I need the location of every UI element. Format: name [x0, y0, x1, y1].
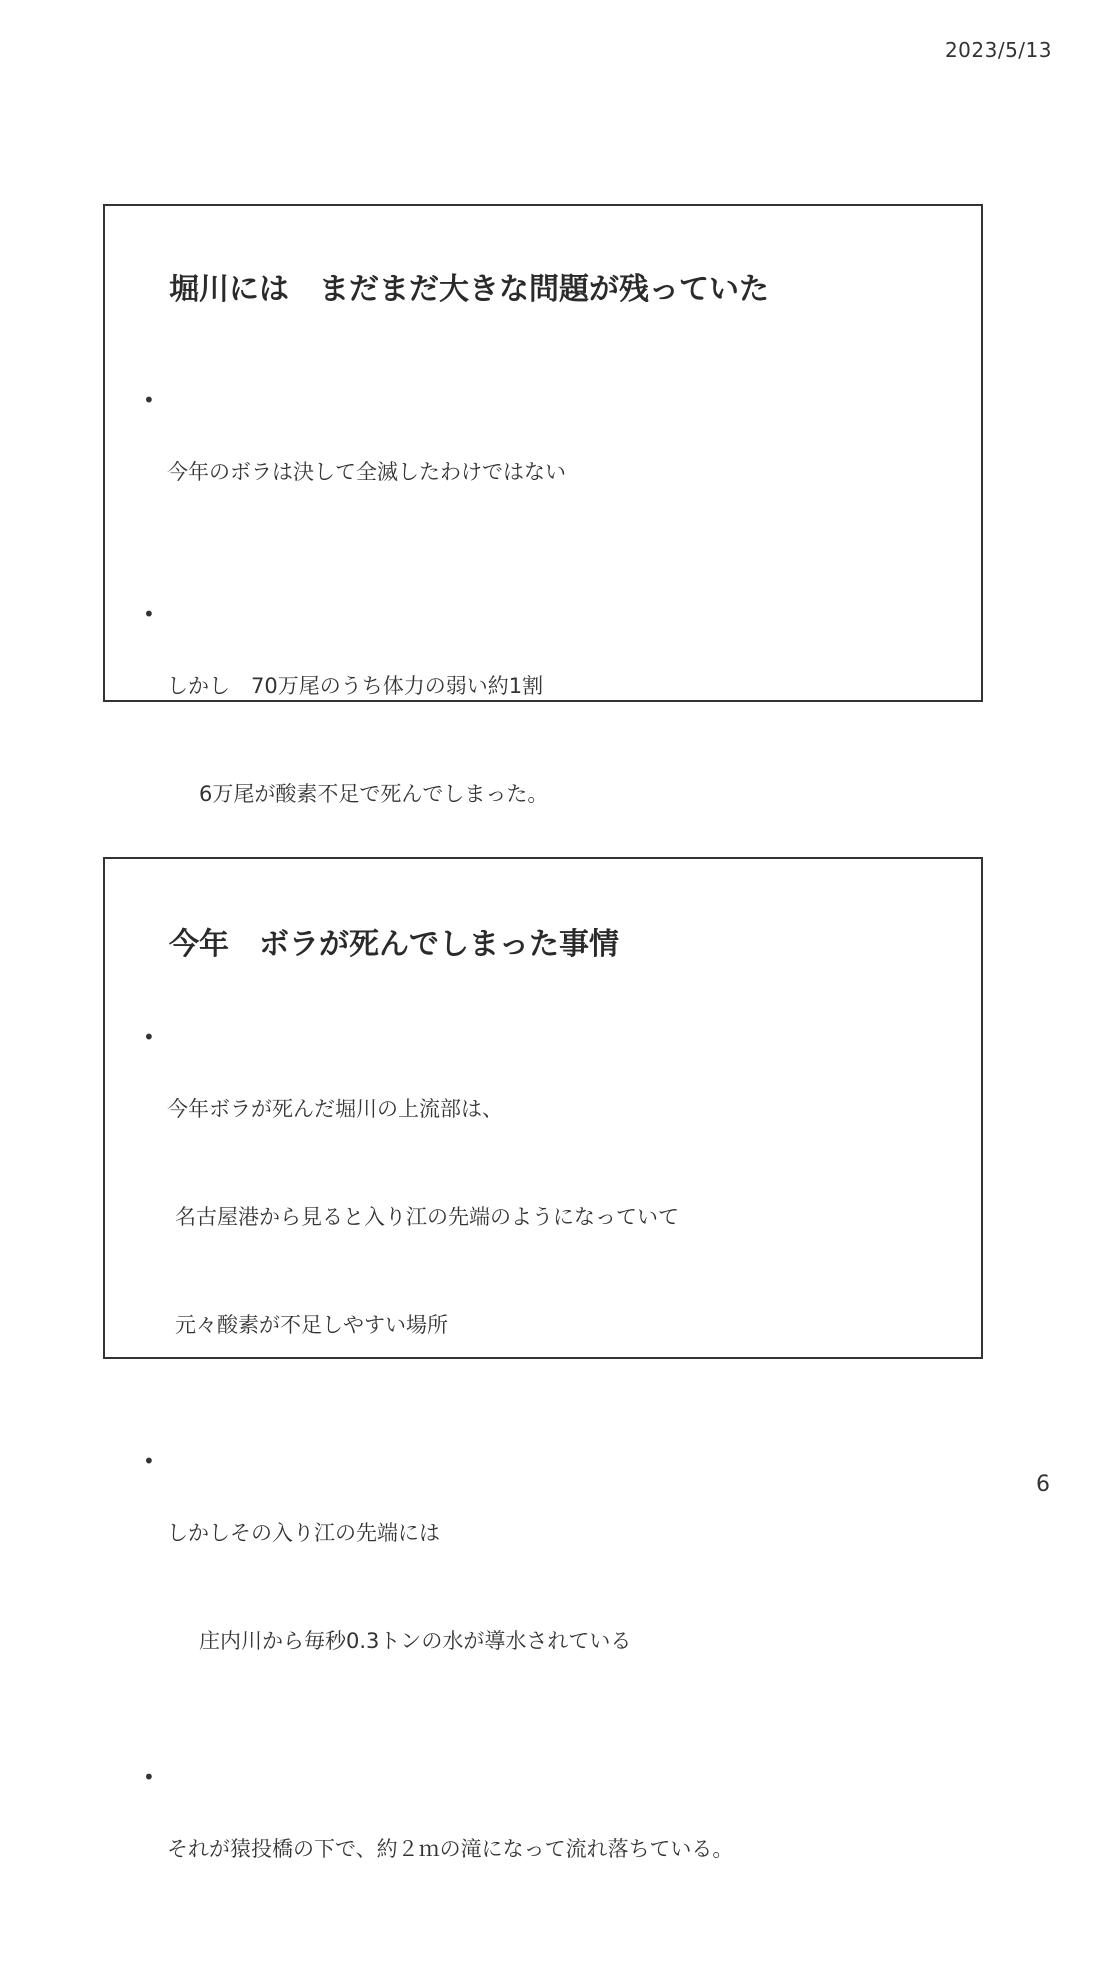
bullet-line: 6万尾が酸素不足で死んでしまった。 [199, 782, 549, 806]
slide-title: 堀川には まだまだ大きな問題が残っていた [169, 272, 769, 307]
bullet-list [143, 382, 951, 918]
slide-2 [103, 857, 983, 1861]
page-date: 2023/5/13 [944, 38, 1052, 62]
bullet-line: • 今年のボラは決して全滅したわけではない [167, 460, 566, 484]
bullet-item [143, 596, 951, 884]
bullet-line: 庄内川から毎秒0.3トンの水が導水されている [199, 1629, 632, 1653]
bullet-item [143, 382, 951, 562]
bullet-line: • しかしその入り江の先端には [167, 1521, 440, 1545]
bullet-item [143, 1019, 951, 1415]
bullet-line: 元々酸素が不足しやすい場所 [175, 1313, 448, 1337]
slide-1 [103, 204, 983, 806]
bullet-list [143, 1019, 951, 1967]
bullet-line: • 今年ボラが死んだ堀川の上流部は、 [167, 1097, 503, 1121]
bullet-line: • しかし 70万尾のうち体力の弱い約1割 [167, 674, 544, 698]
slide-title: 今年 ボラが死んでしまった事情 [169, 927, 619, 962]
bullet-item [143, 1759, 951, 1939]
page-number: 6 [1036, 1472, 1050, 1497]
bullet-line: 名古屋港から見ると入り江の先端のようになっていて [175, 1205, 679, 1229]
bullet-line: • それが猿投橋の下で、約２ｍの滝になって流れ落ちている。 [167, 1837, 734, 1861]
bullet-item [143, 1443, 951, 1731]
